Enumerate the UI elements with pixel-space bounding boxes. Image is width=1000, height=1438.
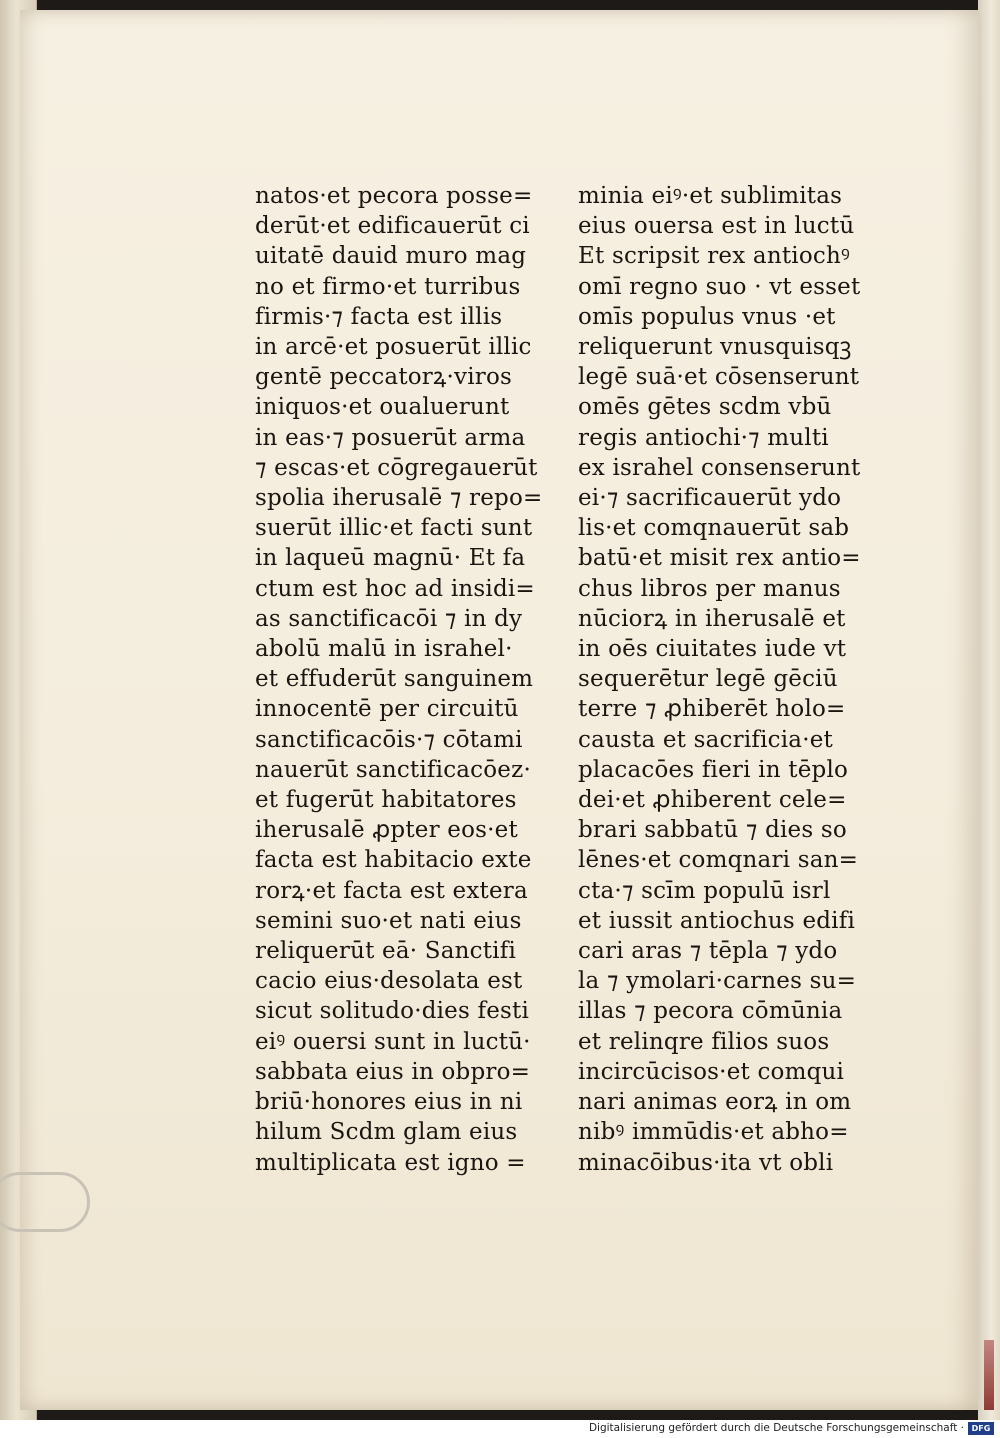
- digitization-footer: [0, 1420, 1000, 1438]
- text-line: natos·et pecora posse=: [255, 183, 533, 209]
- text-line: batū·et misit rex antio=: [578, 545, 861, 572]
- text-line: sequerētur legē gēciū: [578, 666, 838, 693]
- text-line: multiplicata est igno =: [255, 1149, 526, 1176]
- text-line: ⁊ escas·et cōgregauerūt: [255, 454, 538, 481]
- text-line: la ⁊ ymolari·carnes su=: [578, 968, 857, 995]
- text-line: omēs gētes scdm vbū: [578, 394, 832, 421]
- text-line: minacōibus·ita vt obli: [578, 1149, 834, 1176]
- text-line: chus libros per manus: [578, 575, 841, 602]
- text-line: eius ouersa est in luctū: [578, 213, 855, 240]
- text-line: eiꝰ ouersi sunt in luctū·: [255, 1028, 531, 1055]
- text-line: lis·et comqnauerūt sab: [578, 515, 850, 542]
- text-line: dei·et ꝓhiberent cele=: [578, 787, 847, 814]
- footer-credit-text: Digitalisierung gefördert durch die Deutsche Forschungsgemeinschaft ·: [588, 1422, 964, 1434]
- text-line: sicut solitudo·dies festi: [255, 998, 530, 1025]
- text-line: hilum Scdm glam eius: [255, 1119, 518, 1146]
- text-line: nari animas eorꝝ in om: [578, 1089, 852, 1116]
- text-line: legē suā·et cōsenserunt: [578, 364, 860, 391]
- text-line: cari aras ⁊ tēpla ⁊ ydo: [578, 938, 838, 965]
- text-line: sabbata eius in obpro=: [255, 1058, 531, 1085]
- text-line: nauerūt sanctificacōez·: [255, 756, 531, 783]
- text-line: ei·⁊ sacrificauerūt ydo: [578, 485, 842, 512]
- text-line: iherusalē ꝓpter eos·et: [255, 817, 518, 844]
- text-line: facta est habitacio exte: [255, 847, 532, 874]
- text-line: firmis·⁊ facta est illis: [255, 303, 503, 330]
- text-line: in laqueū magnū· Et fa: [255, 545, 526, 572]
- right-text-column: [578, 181, 868, 1178]
- text-line: in eas·⁊ posuerūt arma: [255, 424, 526, 451]
- text-line: rorꝝ·et facta est extera: [255, 877, 528, 904]
- text-line: terre ⁊ ꝓhiberēt holo=: [578, 696, 846, 723]
- text-line: no et firmo·et turribus: [255, 273, 521, 300]
- text-line: et fugerūt habitatores: [255, 787, 517, 814]
- text-line: iniquos·et oualuerunt: [255, 394, 510, 421]
- text-line: ex israhel consenserunt: [578, 454, 861, 481]
- text-line: minia eiꝰ·et sublimitas: [578, 183, 843, 209]
- red-page-edge: [984, 1340, 994, 1410]
- text-line: briū·honores eius in ni: [255, 1089, 523, 1116]
- left-text-column: [255, 181, 545, 1178]
- text-line: semini suo·et nati eius: [255, 907, 522, 934]
- text-line: cta·⁊ scīm populū isrl: [578, 877, 831, 904]
- text-line: omīs populus vnus ·et: [578, 303, 836, 330]
- text-line: in oēs ciuitates iude vt: [578, 636, 847, 663]
- text-line: omī regno suo · vt esset: [578, 273, 861, 300]
- text-line: Et scripsit rex antiochꝰ: [578, 243, 850, 270]
- text-line: derūt·et edificauerūt ci: [255, 213, 530, 240]
- text-line: et iussit antiochus edifi: [578, 907, 856, 934]
- text-line: et effuderūt sanguinem: [255, 666, 534, 693]
- text-line: nibꝰ immūdis·et abho=: [578, 1119, 849, 1146]
- dfg-logo: DFG: [968, 1422, 994, 1435]
- text-line: brari sabbatū ⁊ dies so: [578, 817, 847, 844]
- text-line: reliquerūt eā· Sanctifi: [255, 938, 517, 965]
- text-line: regis antiochi·⁊ multi: [578, 424, 829, 451]
- text-line: causta et sacrificia·et: [578, 726, 833, 753]
- text-line: lēnes·et comqnari san=: [578, 847, 859, 874]
- text-line: sanctificacōis·⁊ cōtami: [255, 726, 523, 753]
- text-line: reliquerunt vnusquisqꝫ: [578, 334, 852, 361]
- text-line: et relinqre filios suos: [578, 1028, 830, 1055]
- text-line: nūciorꝝ in iherusalē et: [578, 605, 846, 632]
- adjacent-page-edge: [978, 0, 1000, 1420]
- text-line: illas ⁊ pecora cōmūnia: [578, 998, 843, 1025]
- text-line: incircūcisos·et comqui: [578, 1058, 845, 1085]
- text-line: placacōes fieri in tēplo: [578, 756, 849, 783]
- text-line: in arcē·et posuerūt illic: [255, 334, 532, 361]
- paper-clip-mark: [0, 1172, 90, 1232]
- text-line: gentē peccatorꝝ·viros: [255, 364, 513, 391]
- text-line: uitatē dauid muro mag: [255, 243, 527, 270]
- text-line: innocentē per circuitū: [255, 696, 519, 723]
- text-line: spolia iherusalē ⁊ repo=: [255, 485, 543, 512]
- text-line: cacio eius·desolata est: [255, 968, 523, 995]
- text-line: suerūt illic·et facti sunt: [255, 515, 533, 542]
- text-line: ctum est hoc ad insidi=: [255, 575, 535, 602]
- text-line: as sanctificacōi ⁊ in dy: [255, 605, 523, 632]
- text-line: abolū malū in israhel·: [255, 636, 513, 663]
